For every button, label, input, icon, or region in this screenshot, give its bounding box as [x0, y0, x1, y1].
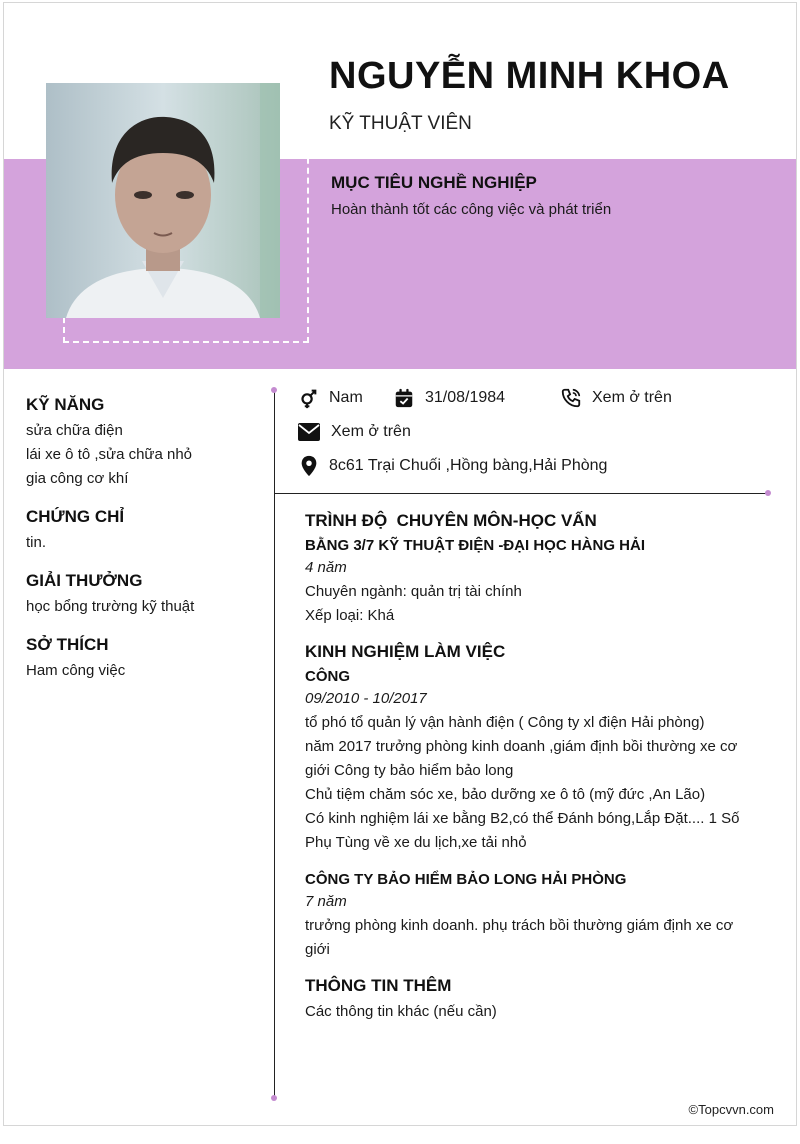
divider-dot [765, 490, 771, 496]
hobby-item: Ham công việc [26, 662, 126, 679]
contact-divider [275, 493, 768, 494]
objective-section [331, 173, 771, 218]
divider-dot [271, 387, 277, 393]
cv-page [3, 2, 797, 1126]
award-item: học bổng trường kỹ thuật [26, 598, 195, 615]
job-description-line: trưởng phòng kinh doanh. phụ trách bồi thường giám định xe cơ [305, 917, 734, 934]
education-heading: TRÌNH ĐỘ CHUYÊN MÔN-HỌC VẤN [305, 511, 597, 530]
hobbies-section [26, 635, 261, 683]
location-icon [299, 455, 319, 477]
contact-phone [560, 387, 672, 409]
email-icon [297, 421, 321, 443]
job-description-line: giới [305, 941, 330, 958]
main-content [305, 511, 775, 1024]
education-major: Chuyên ngành: quản trị tài chính [305, 583, 522, 600]
gender-icon [297, 387, 319, 409]
experience-heading: KINH NGHIỆM LÀM VIỆC [305, 642, 506, 661]
address-value: 8c61 Trại Chuối ,Hồng bàng,Hải Phòng [329, 457, 608, 474]
job-period: 09/2010 - 10/2017 [305, 690, 427, 707]
candidate-name: NGUYỄN MINH KHOA [329, 55, 730, 97]
objective-text: Hoàn thành tốt các công việc và phát triển [331, 201, 612, 218]
certificates-heading: CHỨNG CHỈ [26, 507, 125, 526]
job-description-line: Chủ tiệm chăm sóc xe, bảo dưỡng xe ô tô (mỹ đức ,An Lão) [305, 786, 706, 803]
skills-heading: KỸ NĂNG [26, 395, 105, 414]
contact-gender [297, 387, 363, 409]
awards-section [26, 571, 261, 619]
objective-heading: MỤC TIÊU NGHỀ NGHIỆP [331, 173, 537, 192]
certificates-section [26, 507, 261, 555]
skills-section [26, 395, 261, 491]
sidebar [26, 395, 261, 699]
footer-credit: ©Topcvvn.com [688, 1102, 774, 1117]
certificate-item: tin. [26, 534, 47, 551]
gender-value: Nam [329, 389, 363, 406]
awards-heading: GIẢI THƯỞNG [26, 571, 143, 590]
job-period: 7 năm [305, 893, 347, 910]
education-grade: Xếp loại: Khá [305, 607, 395, 624]
skill-item: lái xe ô tô ,sửa chữa nhỏ [26, 446, 193, 463]
contact-email [297, 421, 411, 443]
job-description-line: năm 2017 trưởng phòng kinh doanh ,giám định bồi thường xe cơ [305, 738, 738, 755]
additional-heading: THÔNG TIN THÊM [305, 976, 452, 995]
job-title: KỸ THUẬT VIÊN [329, 113, 472, 134]
education-period: 4 năm [305, 559, 347, 576]
skill-item: gia công cơ khí [26, 470, 129, 487]
contact-birthdate [393, 387, 505, 409]
profile-photo [46, 83, 280, 318]
birthdate-value: 31/08/1984 [425, 389, 506, 406]
job-description-line: Phụ Tùng về xe du lịch,xe tải nhỏ [305, 834, 527, 851]
education-school: BẰNG 3/7 KỸ THUẬT ĐIỆN -ĐẠI HỌC HÀNG HẢI [305, 537, 646, 554]
job-description-line: Có kinh nghiệm lái xe bằng B2,có thể Đánh bóng,Lắp Đặt.... 1 Số [305, 810, 740, 827]
job-description-line: giới Công ty bảo hiểm bảo long [305, 762, 514, 779]
job-company: CÔNG [305, 668, 350, 685]
calendar-icon [393, 387, 415, 409]
job-description-line: tổ phó tổ quản lý vận hành điện ( Công ty xl điện Hải phòng) [305, 714, 705, 731]
additional-text: Các thông tin khác (nếu cần) [305, 1003, 497, 1020]
skill-item: sửa chữa điện [26, 422, 123, 439]
phone-value: Xem ở trên [592, 389, 672, 406]
contact-address [299, 455, 607, 477]
phone-icon [560, 387, 582, 409]
job-company: CÔNG TY BẢO HIỂM BẢO LONG HẢI PHÒNG [305, 871, 627, 888]
hobbies-heading: SỞ THÍCH [26, 635, 109, 654]
timeline-divider [274, 391, 275, 1099]
divider-dot [271, 1095, 277, 1101]
email-value: Xem ở trên [331, 423, 411, 440]
